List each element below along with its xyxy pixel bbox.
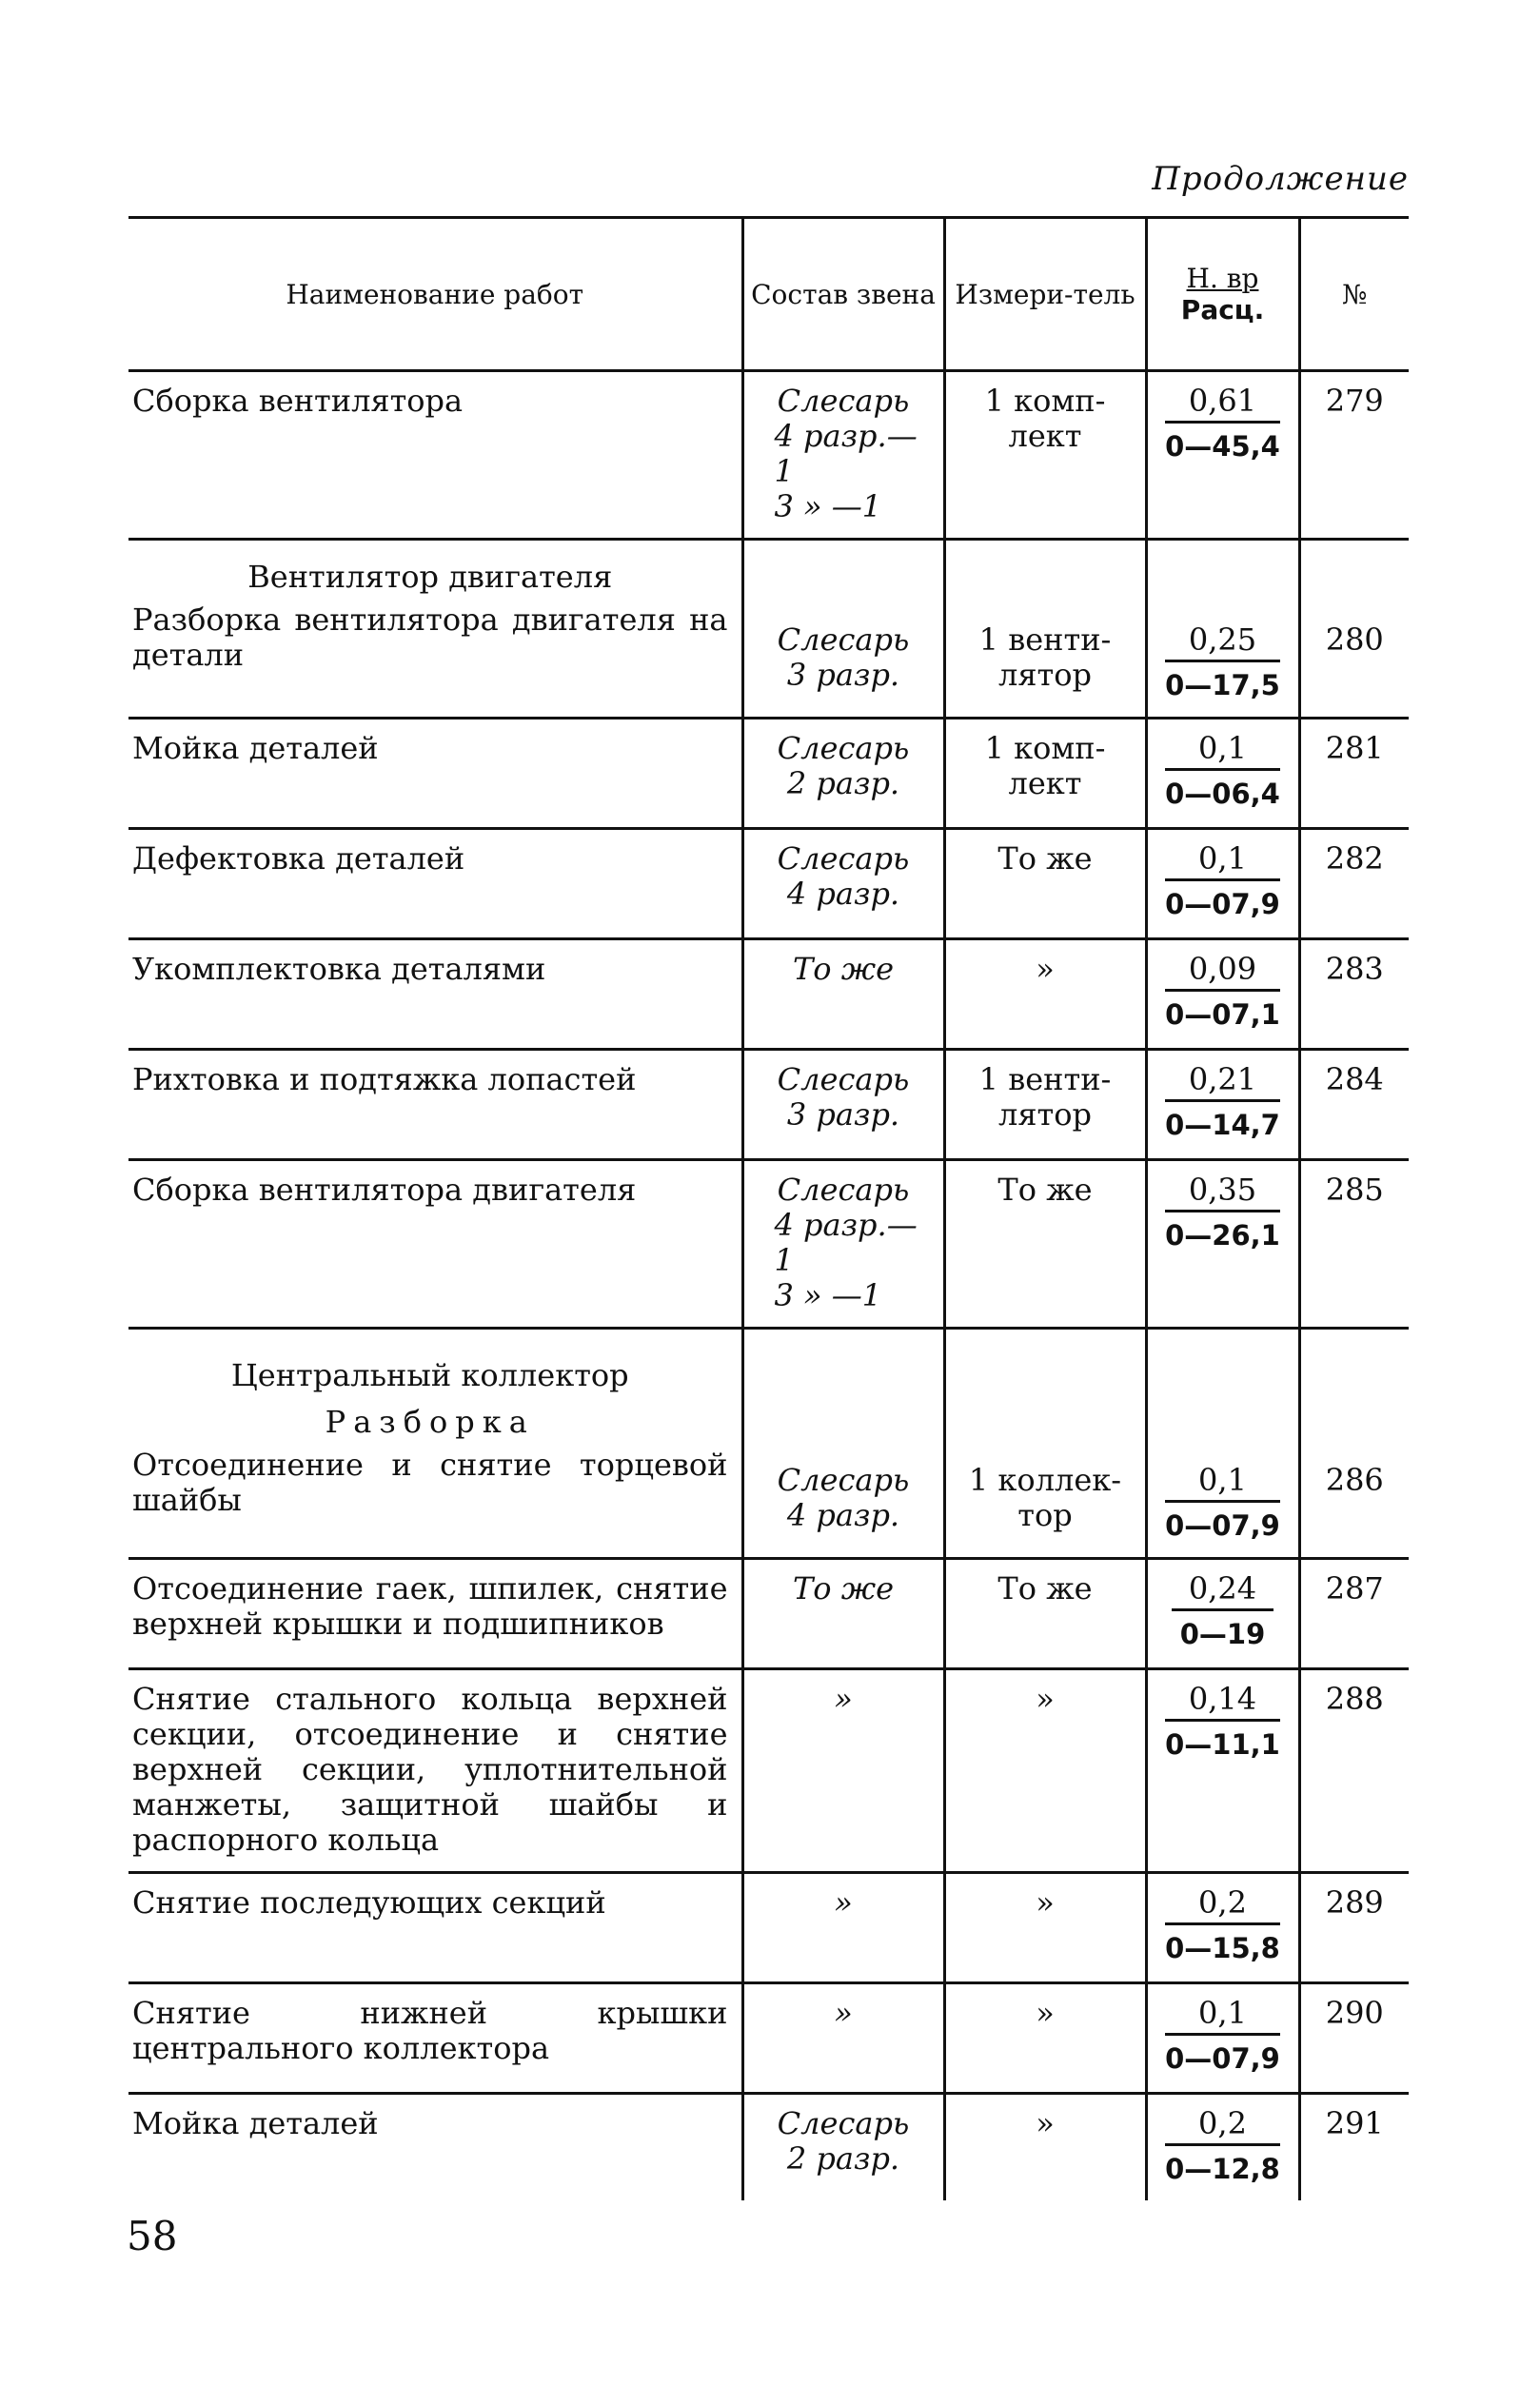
- row-norm-rate: $\frac{0,09}{0—07,1}$: [1146, 939, 1299, 1050]
- row-unit: То же: [944, 1160, 1146, 1329]
- row-name: Дефектовка деталей: [128, 829, 742, 939]
- row-norm-rate: $\frac{0,1}{0—06,4}$: [1146, 719, 1299, 829]
- table-row: [128, 719, 1409, 829]
- row-name: Мойка деталей: [128, 719, 742, 829]
- row-name: Рихтовка и подтяжка лопастей: [128, 1050, 742, 1160]
- row-norm-rate: $\frac{0,24}{0—19}$: [1146, 1559, 1299, 1669]
- continuation-label: Продолжение: [1152, 160, 1409, 198]
- row-norm-rate: $\frac{0,1}{0—07,9}$: [1146, 1983, 1299, 2094]
- header-norm-rate: [1146, 218, 1299, 371]
- row-unit: »: [944, 2094, 1146, 2201]
- section-title-collector: Центральный коллектор: [230, 1357, 629, 1393]
- row-number: 287: [1299, 1559, 1409, 1669]
- row-number: 280: [1299, 540, 1409, 719]
- row-norm-rate: $\frac{0,14}{0—11,1}$: [1146, 1669, 1299, 1873]
- row-norm-rate: $\frac{0,2}{0—12,8}$: [1146, 2094, 1299, 2201]
- row-name: Мойка деталей: [132, 2105, 379, 2141]
- header-rate: Расц.: [1180, 294, 1265, 325]
- row-crew: Слесарь 3 разр.: [742, 1050, 944, 1160]
- table-row: [128, 829, 1409, 939]
- row-unit: 1 коллек-тор: [944, 1329, 1146, 1559]
- header-crew: Состав звена: [742, 218, 944, 371]
- row-name: Снятие стального кольца верхней секции, отсоединение и снятие верхней секции, уплотнительной манжеты, защитной шайбы и распорного кольца: [128, 1669, 742, 1873]
- row-unit: »: [944, 1983, 1146, 2094]
- row-norm-rate: $\frac{0,35}{0—26,1}$: [1146, 1160, 1299, 1329]
- table-row: [128, 1873, 1409, 1983]
- row-name: Укомплектовка деталями: [128, 939, 742, 1050]
- row-name: Сборка вентилятора: [128, 371, 742, 540]
- table-row: [128, 540, 1409, 719]
- header-number: №: [1299, 218, 1409, 371]
- row-unit: »: [944, 939, 1146, 1050]
- row-norm-rate: $\frac{0,61}{0—45,4}$: [1146, 371, 1299, 540]
- row-crew: То же: [742, 939, 944, 1050]
- row-unit: »: [944, 1873, 1146, 1983]
- row-norm-rate: $\frac{0,21}{0—14,7}$: [1146, 1050, 1299, 1160]
- row-unit: То же: [944, 829, 1146, 939]
- table-header-row: [128, 218, 1409, 371]
- table-row: [128, 1669, 1409, 1873]
- row-crew: »: [742, 1873, 944, 1983]
- row-number: 281: [1299, 719, 1409, 829]
- row-number: 285: [1299, 1160, 1409, 1329]
- section-title-fan: Вентилятор двигателя: [247, 559, 613, 595]
- row-number: 283: [1299, 939, 1409, 1050]
- table-row: [128, 1983, 1409, 2094]
- row-crew: »: [742, 1669, 944, 1873]
- page-number: 58: [127, 2213, 178, 2259]
- row-crew: »: [742, 1983, 944, 2094]
- row-norm-rate: $\frac{0,25}{0—17,5}$: [1146, 540, 1299, 719]
- row-number: 284: [1299, 1050, 1409, 1160]
- row-name: Отсоединение гаек, шпилек, снятие верхней крышки и подшипников: [128, 1559, 742, 1669]
- row-unit: 1 комп-лект: [944, 371, 1146, 540]
- row-number: 282: [1299, 829, 1409, 939]
- row-crew: Слесарь 4 разр.: [742, 1329, 944, 1559]
- row-number: 288: [1299, 1669, 1409, 1873]
- row-name: Снятие нижней крышки центрального коллектора: [128, 1983, 742, 2094]
- row-name: Отсоединение и снятие торцевой шайбы: [132, 1447, 728, 1518]
- header-name: Наименование работ: [128, 218, 742, 371]
- table-row: [128, 1559, 1409, 1669]
- table-row: [128, 1329, 1409, 1559]
- table-row: [128, 2094, 1409, 2201]
- row-name: Сборка вентилятора двигателя: [128, 1160, 742, 1329]
- row-name: Разборка вентилятора двигателя на детали: [132, 601, 728, 673]
- row-crew: Слесарь 4 разр.—1 3 » —1: [742, 371, 944, 540]
- header-norm: Н. вр: [1186, 263, 1259, 294]
- row-crew: Слесарь 2 разр.: [742, 719, 944, 829]
- table-row: [128, 371, 1409, 540]
- row-unit: »: [944, 1669, 1146, 1873]
- table-row: [128, 1160, 1409, 1329]
- row-unit: 1 венти-лятор: [944, 1050, 1146, 1160]
- row-unit: 1 комп-лект: [944, 719, 1146, 829]
- row-crew: Слесарь 3 разр.: [742, 540, 944, 719]
- section-subtitle-disassembly: Разборка: [325, 1404, 535, 1440]
- header-unit: Измери-тель: [944, 218, 1146, 371]
- row-crew: Слесарь 4 разр.: [742, 829, 944, 939]
- row-name: Снятие последующих секций: [128, 1873, 742, 1983]
- row-number: 291: [1299, 2094, 1409, 2201]
- row-unit: 1 венти-лятор: [944, 540, 1146, 719]
- row-number: 279: [1299, 371, 1409, 540]
- row-number: 289: [1299, 1873, 1409, 1983]
- row-name-with-section: [128, 1329, 742, 1559]
- row-crew: Слесарь 4 разр.—1 3 » —1: [742, 1160, 944, 1329]
- table-row: [128, 1050, 1409, 1160]
- row-unit: То же: [944, 1559, 1146, 1669]
- row-crew: Слесарь 2 разр.: [742, 2094, 944, 2201]
- row-name-with-section: [128, 540, 742, 719]
- row-number: 290: [1299, 1983, 1409, 2094]
- row-norm-rate: $\frac{0,2}{0—15,8}$: [1146, 1873, 1299, 1983]
- row-norm-rate: $\frac{0,1}{0—07,9}$: [1146, 1329, 1299, 1559]
- row-number: 286: [1299, 1329, 1409, 1559]
- row-norm-rate: $\frac{0,1}{0—07,9}$: [1146, 829, 1299, 939]
- table-row: [128, 939, 1409, 1050]
- work-norms-table: [128, 216, 1409, 2200]
- row-crew: То же: [742, 1559, 944, 1669]
